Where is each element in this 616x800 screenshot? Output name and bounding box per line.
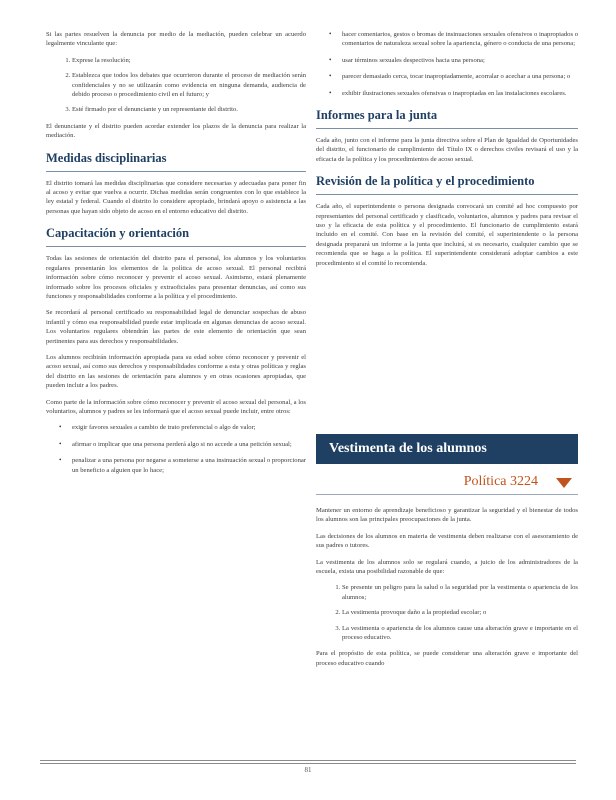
policy-label: Política 3224	[463, 474, 538, 489]
list-item: • usar términos sexuales despectivos hacia una persona;	[342, 56, 578, 65]
intro-close-paragraph: El denunciante y el distrito pueden acordar extender los plazos de la denuncia para realizar la mediación.	[46, 122, 306, 140]
dress-paragraph-4: Para el propósito de esta política, se puede considerar una alteración grave e importante del proceso educativo cuando	[316, 650, 578, 667]
heading-reports: Informes para la junta	[316, 108, 438, 123]
divider	[316, 194, 578, 195]
list-item: 1. Exprese la resolución;	[72, 56, 306, 65]
list-item: 3. Esté firmado por el denunciante y un representante del distrito.	[72, 105, 306, 114]
heading-review: Revisión de la política y el procedimiento	[316, 174, 535, 189]
right-column	[316, 30, 578, 275]
heading-training: Capacitación y orientación	[46, 226, 190, 241]
list-item: • exhibir ilustraciones sexuales ofensivas o inapropiadas en las instalaciones escolares.	[342, 89, 578, 98]
list-item: • exigir favores sexuales a cambio de trato preferencial o algo de valor;	[72, 423, 306, 432]
training-paragraph-1: Todas las sesiones de orientación del distrito para el personal, los alumnos y los voluntarios regulares presentarán los elementos de la política de acoso sexual. El personal recibirá información sobre cómo reconocer y prevenir el acoso sexual. Asimismo, estará plenamente informado sobre los procesos oficiales y extraoficiales para presentar denuncias, así como sus funciones y responsabilidades conforme a la política y el procedimiento.	[46, 255, 306, 300]
section-banner: Vestimenta de los alumnos	[316, 434, 578, 464]
divider	[316, 128, 578, 129]
list-item: • parecer demasiado cerca, tocar inapropiadamente, acorralar o acechar a una persona; o	[342, 72, 578, 81]
reports-paragraph: Cada año, junto con el informe para la junta directiva sobre el Plan de Igualdad de Oportunidades del distrito, el funcionario de cumplimiento del Título IX o derechos civiles revisará el uso y la eficacia de la política y los procedimientos de acoso sexual.	[316, 137, 578, 163]
dress-paragraph-2: Las decisiones de los alumnos en materia de vestimenta deben realizarse con el asesoramiento de sus padres o tutores.	[316, 532, 578, 550]
triangle-down-icon	[556, 478, 572, 488]
review-paragraph: Cada año, el superintendente o persona designada convocará un comité ad hoc compuesto por representantes del personal certificado y clasificado, voluntarios, alumnos y padres para revisar el uso y la eficacia de esta política y el procedimiento. El funcionario de cumplimiento estará incluido en el comité. Con base en la revisión del comité, el superintendente o la persona designada preparará un informe a la junta que incluirá, si es necesario, cualquier cambio que se recomienda que se haga a la política. El superintendente considerará adoptar cambios a este procedimiento si el comité lo recomienda.	[316, 203, 578, 267]
policy-header	[316, 472, 578, 494]
list-item: 1. Se presente un peligro para la salud o la seguridad por la vestimenta o apariencia de los alumnos;	[342, 583, 578, 602]
divider	[316, 494, 578, 495]
page-number: 81	[304, 766, 312, 774]
training-paragraph-3: Los alumnos recibirán información apropiada para su edad sobre cómo reconocer y prevenir el acoso sexual, así como sus derechos y responsabilidades conforme a esta y otras políticas y reglas del distrito en las sesiones de orientación para alumnos y en otras ocasiones apropiadas, que pueden incluir a los padres.	[46, 353, 306, 390]
footer-divider	[40, 760, 576, 761]
footer-divider	[40, 763, 576, 764]
heading-disciplinary: Medidas disciplinarias	[46, 150, 167, 165]
list-item: • penalizar a una persona por negarse a someterse a una insinuación sexual o proporcionar un beneficio a alguien que lo hace;	[72, 456, 306, 475]
dress-paragraph-1: Mantener un entorno de aprendizaje beneficioso y garantizar la seguridad y el bienestar de todos los alumnos son las principales preocupaciones de la junta.	[316, 507, 578, 524]
divider	[46, 246, 306, 247]
left-column	[46, 30, 306, 482]
intro-list	[46, 56, 306, 115]
disciplinary-paragraph: El distrito tomará las medidas disciplinarias que considere necesarias y adecuadas para poner fin al acoso y evitar que vuelva a ocurrir. Dichas medidas serán congruentes con lo que establece la ley estatal y federal. Cuando el distrito lo considere apropiado, brindará apoyo o asistencia a las personas que hayan sido objeto de acoso en el entorno educativo del distrito.	[46, 179, 306, 215]
list-item: 2. Establezca que todos los debates que ocurrieron durante el proceso de mediación serán confidenciales y no se utilizarán como evidencia en ninguna demanda, audiencia de debido proceso o procedimiento civil en el futuro; y	[72, 71, 306, 99]
dress-list	[316, 583, 578, 642]
training-bullets	[46, 423, 306, 475]
training-paragraph-4: Como parte de la información sobre cómo reconocer y prevenir el acoso sexual del personal, a los voluntarios, alumnos y padres se les informará que el acoso sexual puede incluir, entre otros:	[46, 398, 306, 415]
list-item: • afirmar o implicar que una persona perderá algo si no accede a una petición sexual;	[72, 440, 306, 449]
intro-paragraph: Si las partes resuelven la denuncia por medio de la mediación, pueden celebrar un acuerdo legalmente vinculante que:	[46, 31, 306, 48]
list-item: • hacer comentarios, gestos o bromas de insinuaciones sexuales ofensivos o inapropiados o comentarios de naturaleza sexual sobre la apariencia, género o conducta de una persona;	[342, 30, 578, 49]
list-item: 3. La vestimenta o apariencia de los alumnos cause una alteración grave e importante en el proceso educativo.	[342, 624, 578, 643]
training-paragraph-2: Se recordará al personal certificado su responsabilidad legal de denunciar sospechas de abuso infantil y cómo esa responsabilidad puede estar implicada en algunas denuncias de acoso sexual. Los voluntarios regulares obtendrán las partes de este elemento de orientación que sean pertinentes para sus derechos y responsabilidades.	[46, 309, 306, 345]
list-item: 2. La vestimenta provoque daño a la propiedad escolar; o	[342, 608, 578, 617]
harassment-bullets	[316, 30, 578, 98]
dress-paragraph-3: La vestimenta de los alumnos solo se regulará cuando, a juicio de los administradores de la escuela, exista una posibilidad razonable de que:	[316, 558, 578, 576]
divider	[46, 171, 306, 172]
dress-section	[316, 506, 578, 675]
